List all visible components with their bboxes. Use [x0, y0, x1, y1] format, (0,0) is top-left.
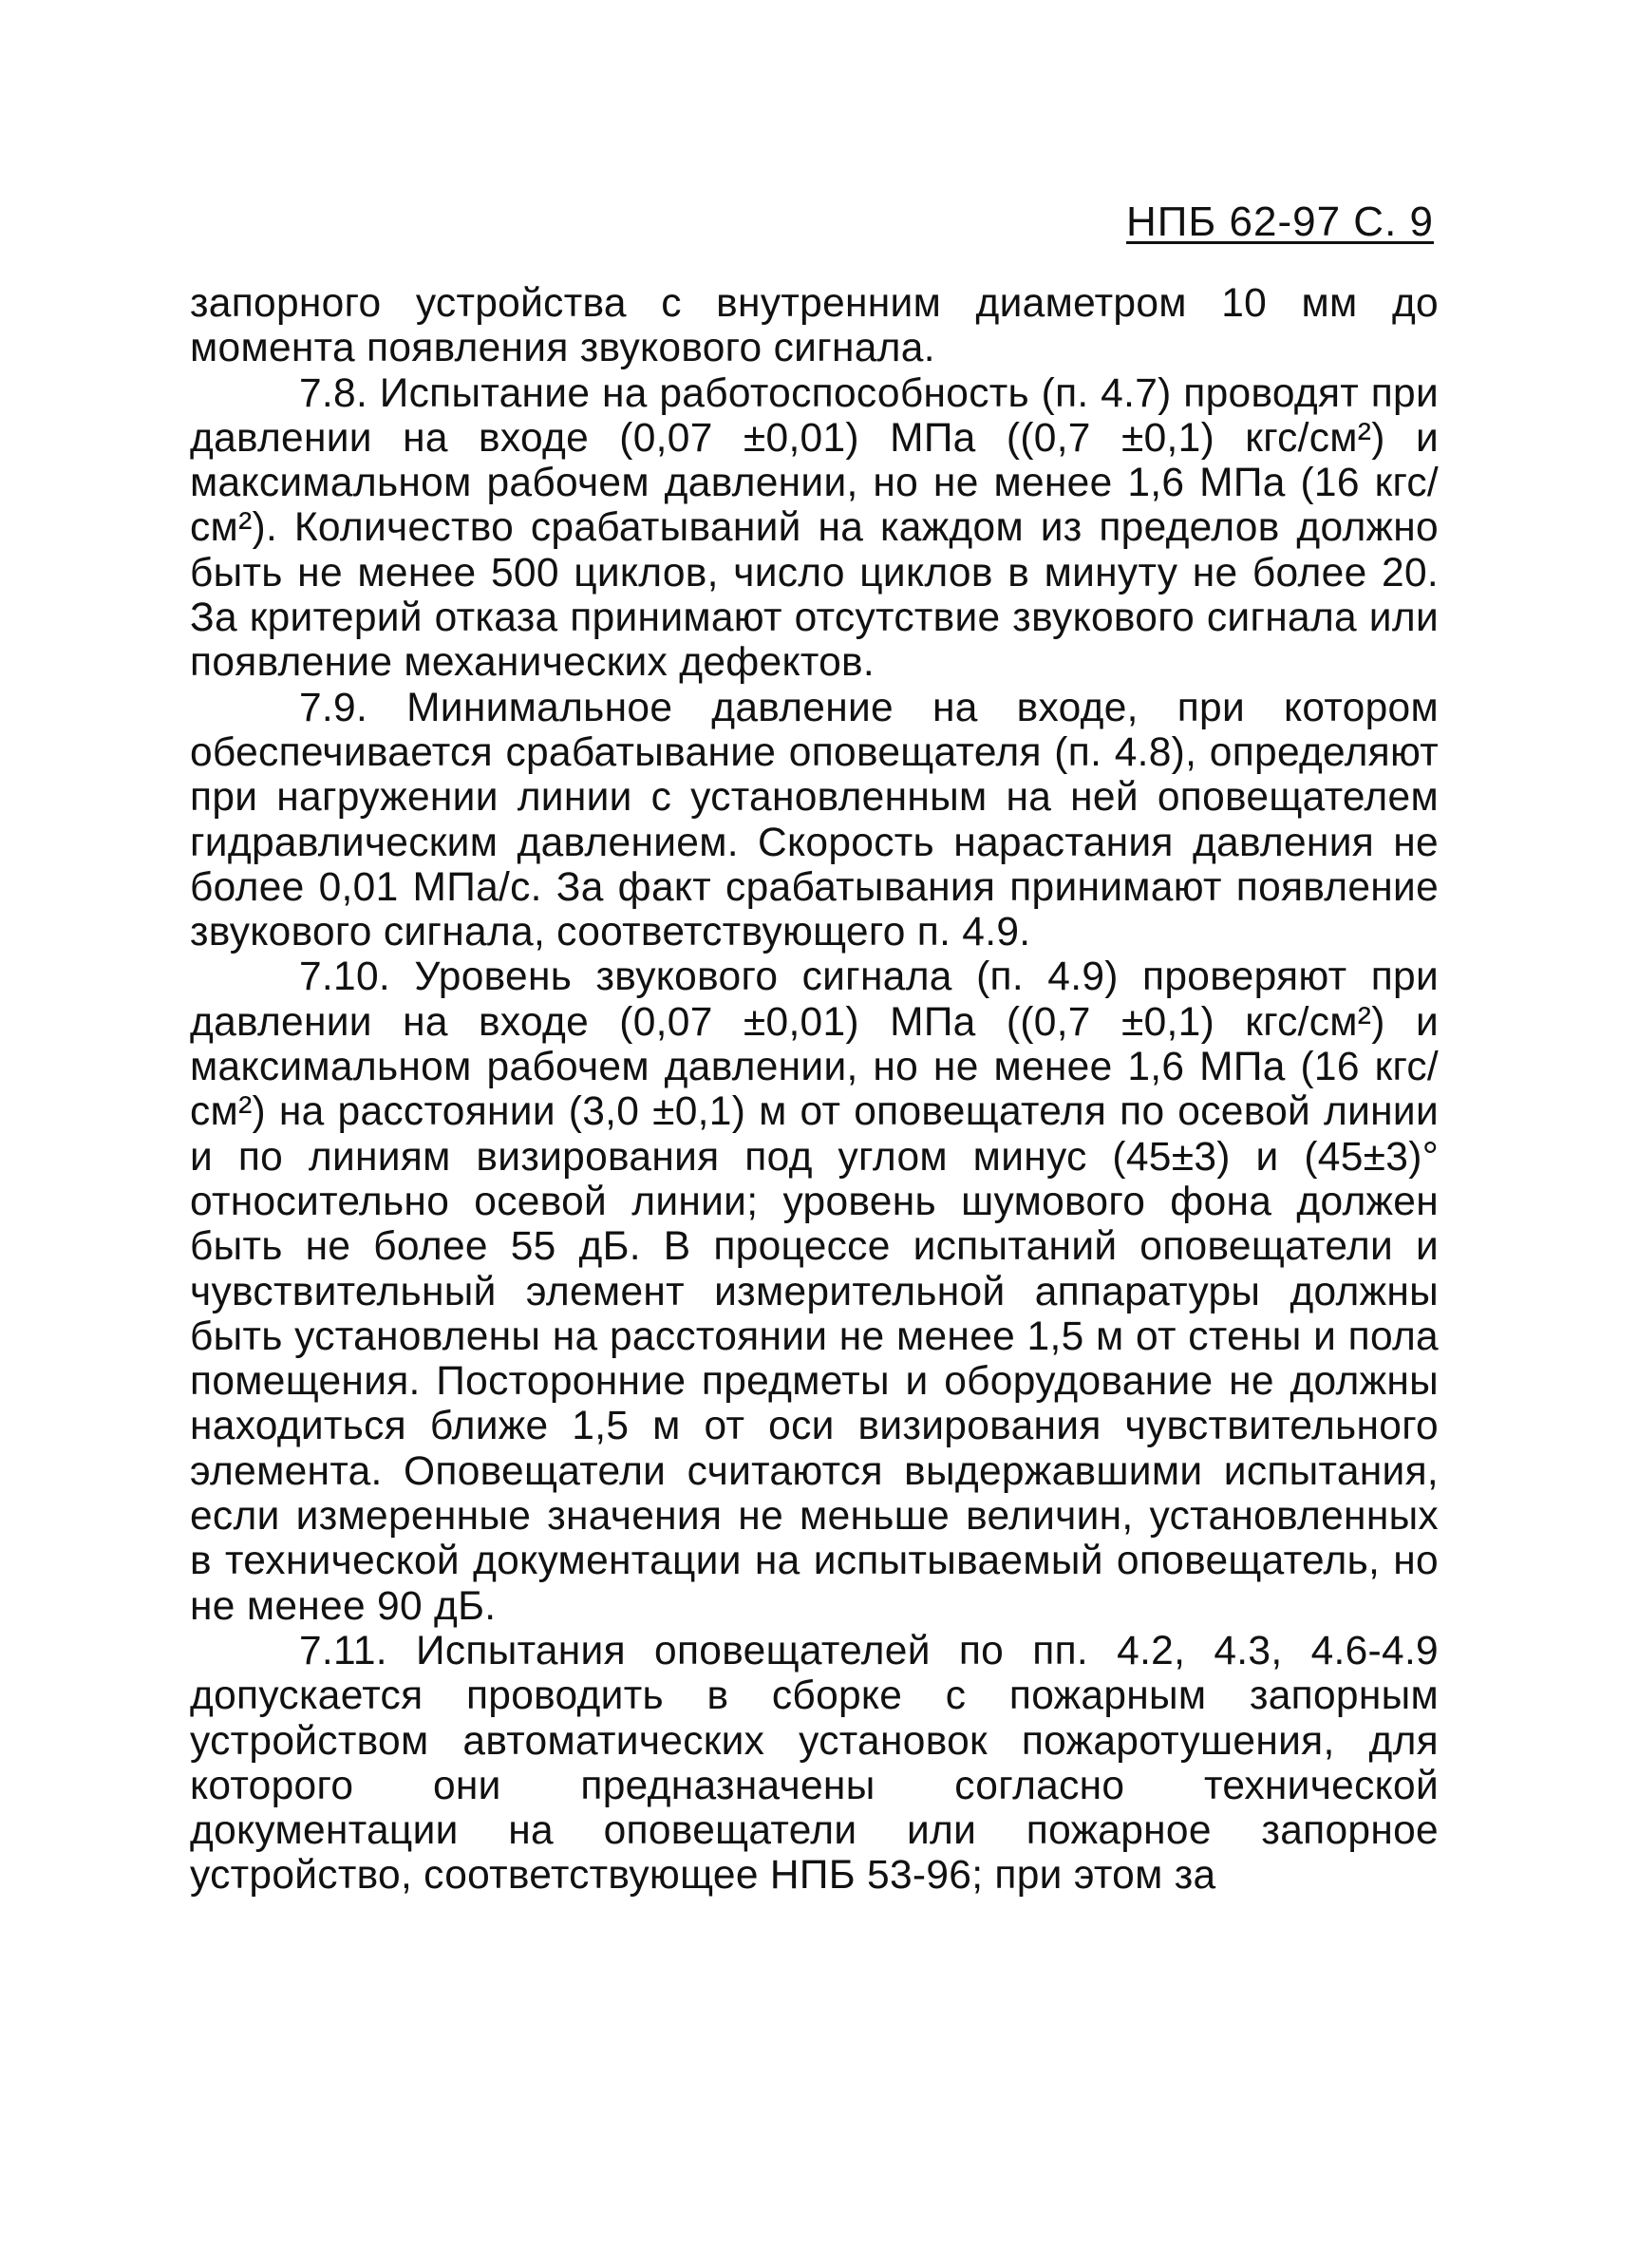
paragraph-continuation: запорного устройства с внутренним диаметром 10 мм до момента появления звукового сигнала. [190, 281, 1439, 371]
paragraph-7-8: 7.8. Испытание на работоспособность (п. 4.7) проводят при давлении на входе (0,07 ±0,01) МПа ((0,7 ±0,1) кгс/см²) и максимальном рабочем давлении, но не менее 1,6 МПа (16 кгс/см²). Количество срабатываний на каждом из пределов должно быть не менее 500 циклов, число циклов в минуту не более 20. За критерий отказа принимают отсутствие звукового сигнала или появление механических дефектов. [190, 370, 1439, 686]
paragraph-7-11: 7.11. Испытания оповещателей по пп. 4.2, 4.3, 4.6-4.9 допускается проводить в сборке с пожарным запорным устройством автоматических установок пожаротушения, для которого они предназначены согласно технической документации на оповещатели или пожарное запорное устройство, соответствующее НПБ 53-96; при этом за [190, 1628, 1439, 1899]
paragraph-7-9: 7.9. Минимальное давление на входе, при котором обеспечивается срабатывание оповещателя (п. 4.8), определяют при нагружении линии с установленным на ней оповещателем гидравлическим давлением. Скорость нарастания давления не более 0,01 МПа/с. За факт срабатывания принимают появление звукового сигнала, соответствующего п. 4.9. [190, 685, 1439, 955]
paragraph-7-10: 7.10. Уровень звукового сигнала (п. 4.9) проверяют при давлении на входе (0,07 ±0,01) МПа ((0,7 ±0,1) кгс/см²) и максимальном рабочем давлении, но не менее 1,6 МПа (16 кгс/см²) на расстоянии (3,0 ±0,1) м от оповещателя по осевой линии и по линиям визирования под углом минус (45±3) и (45±3)° относительно осевой линии; уровень шумового фона должен быть не более 55 дБ. В процессе испытаний оповещатели и чувствительный элемент измерительной аппаратуры должны быть установлены на расстоянии не менее 1,5 м от стены и пола помещения. Посторонние предметы и оборудование не должны находиться ближе 1,5 м от оси визирования чувствительного элемента. Оповещатели считаются выдержавшими испытания, если измеренные значения не меньше величин, установленных в технической документации на испытываемый оповещатель, но не менее 90 дБ. [190, 954, 1439, 1629]
page-reference: НПБ 62-97 С. 9 [1126, 198, 1434, 245]
page-header [1083, 199, 1434, 245]
document-body [190, 281, 1439, 1899]
